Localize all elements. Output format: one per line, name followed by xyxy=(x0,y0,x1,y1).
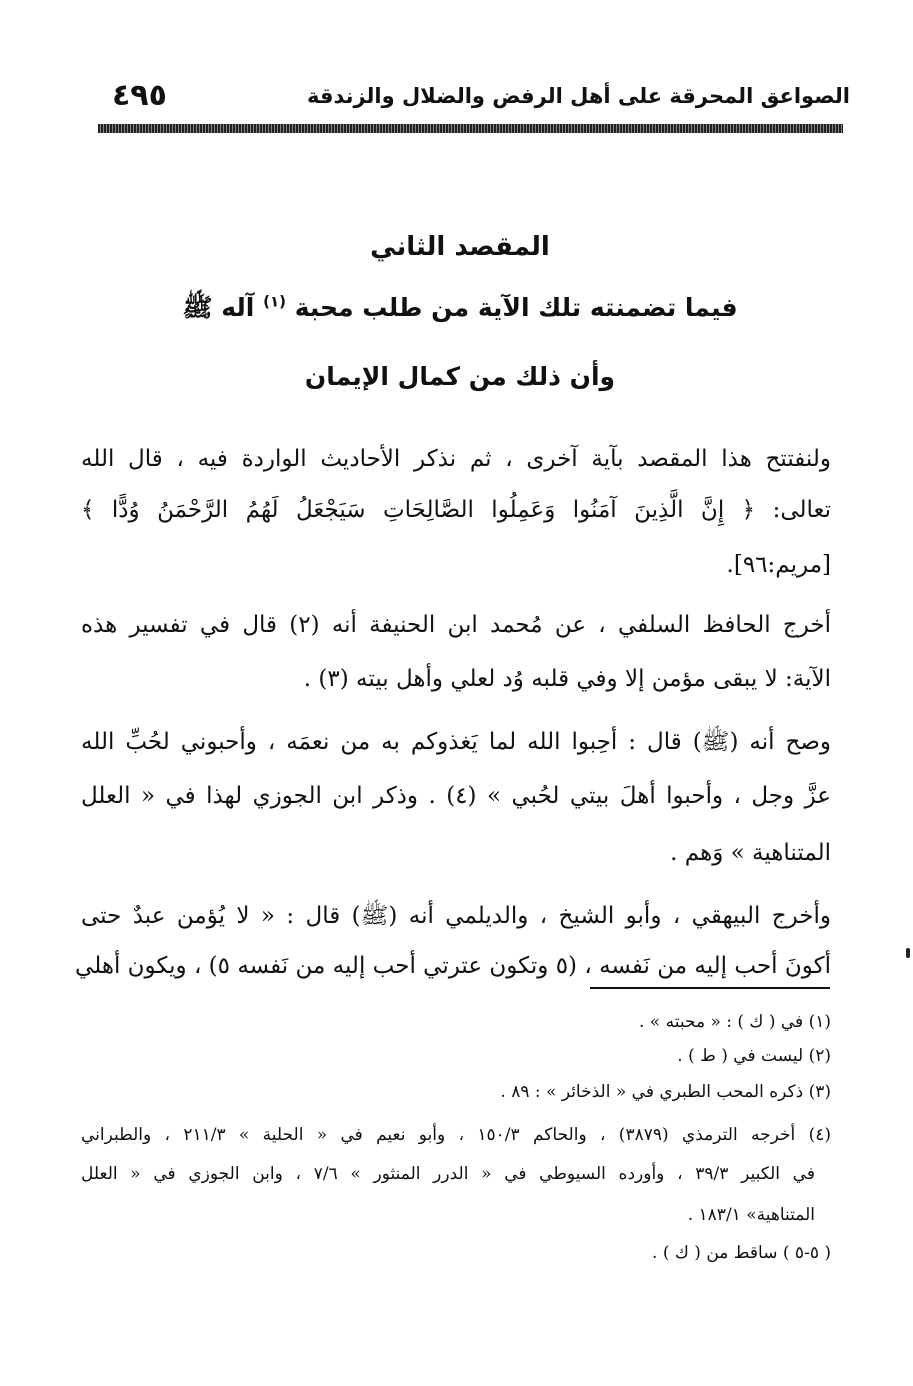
subheading-line-1 xyxy=(90,292,830,329)
running-header xyxy=(90,70,850,120)
subheading-text-end: آله ﷺ xyxy=(182,293,255,322)
subheading-line-2: وأن ذلك من كمال الإيمان xyxy=(304,362,616,391)
body-line: [مريم:٩٦]. xyxy=(726,552,831,578)
footnote: ( ٥-٥ ) ساقط من ( ك ) . xyxy=(652,1243,831,1263)
footnote: (١) في ( ك ) : « محبته » . xyxy=(638,1012,831,1032)
body-line: ولنفتتح هذا المقصد بآية آخرى ، ثم نذكر الأحاديث الواردة فيه ، قال الله xyxy=(81,446,831,472)
footnote-continuation: المتناهية» ١٨٣/١ . xyxy=(687,1205,815,1225)
body-line: أكونَ أحب إليه من نَفسه ، (٥ وتكون عترتي أحب إليه من نَفسه ٥) ، ويكون أهلي xyxy=(75,953,831,979)
footnote-ref-1: (١) xyxy=(263,292,286,311)
body-line: وأخرج البيهقي ، وأبو الشيخ ، والديلمي أنه (ﷺ) قال : « لا يُؤمن عبدٌ حتى xyxy=(81,903,831,929)
header-divider xyxy=(98,124,843,133)
book-title: الصواعق المحرقة على أهل الرفض والضلال والزندقة xyxy=(306,84,850,108)
scan-mark xyxy=(906,948,910,958)
body-line: المتناهية » وَهم . xyxy=(670,840,831,866)
footnote-continuation: في الكبير ٣٩/٣ ، وأورده السيوطي في « الدرر المنثور » ٧/٦ ، وابن الجوزي في « العلل xyxy=(81,1164,815,1184)
body-line: وصح أنه (ﷺ) قال : أحِبوا الله لما يَغذوكم به من نعمَه ، وأحبوني لحُبِّ الله xyxy=(81,729,831,755)
footnote-divider xyxy=(590,987,830,989)
subheading-text: فيما تضمنته تلك الآية من طلب محبة xyxy=(294,293,738,322)
footnote: (٢) ليست في ( ط ) . xyxy=(677,1046,831,1066)
section-heading: المقصد الثاني xyxy=(370,232,550,262)
body-line: الآية: لا يبقى مؤمن إلا وفي قلبه وُد لعلي وأهل بيته (٣) . xyxy=(303,666,831,692)
footnote: (٤) أخرجه الترمذي (٣٨٧٩) ، والحاكم ١٥٠/٣ ، وأبو نعيم في « الحلية » ٢١١/٣ ، والطبراني xyxy=(81,1125,831,1145)
page-number: ٤٩٥ xyxy=(112,78,167,113)
body-line: تعالى: ﴿ إِنَّ الَّذِينَ آمَنُوا وَعَمِلُوا الصَّالِحَاتِ سَيَجْعَلُ لَهُمُ الرَّحْمَنُ وُدًّا ﴾ xyxy=(81,497,831,523)
body-line: عزَّ وجل ، وأحبوا أهلَ بيتي لحُبي » (٤) . وذكر ابن الجوزي لهذا في « العلل xyxy=(81,783,831,809)
body-line: أخرج الحافظ السلفي ، عن مُحمد ابن الحنيفة أنه (٢) قال في تفسير هذه xyxy=(81,612,831,638)
footnote: (٣) ذكره المحب الطبري في « الذخائر » : ٨٩ . xyxy=(500,1082,831,1102)
